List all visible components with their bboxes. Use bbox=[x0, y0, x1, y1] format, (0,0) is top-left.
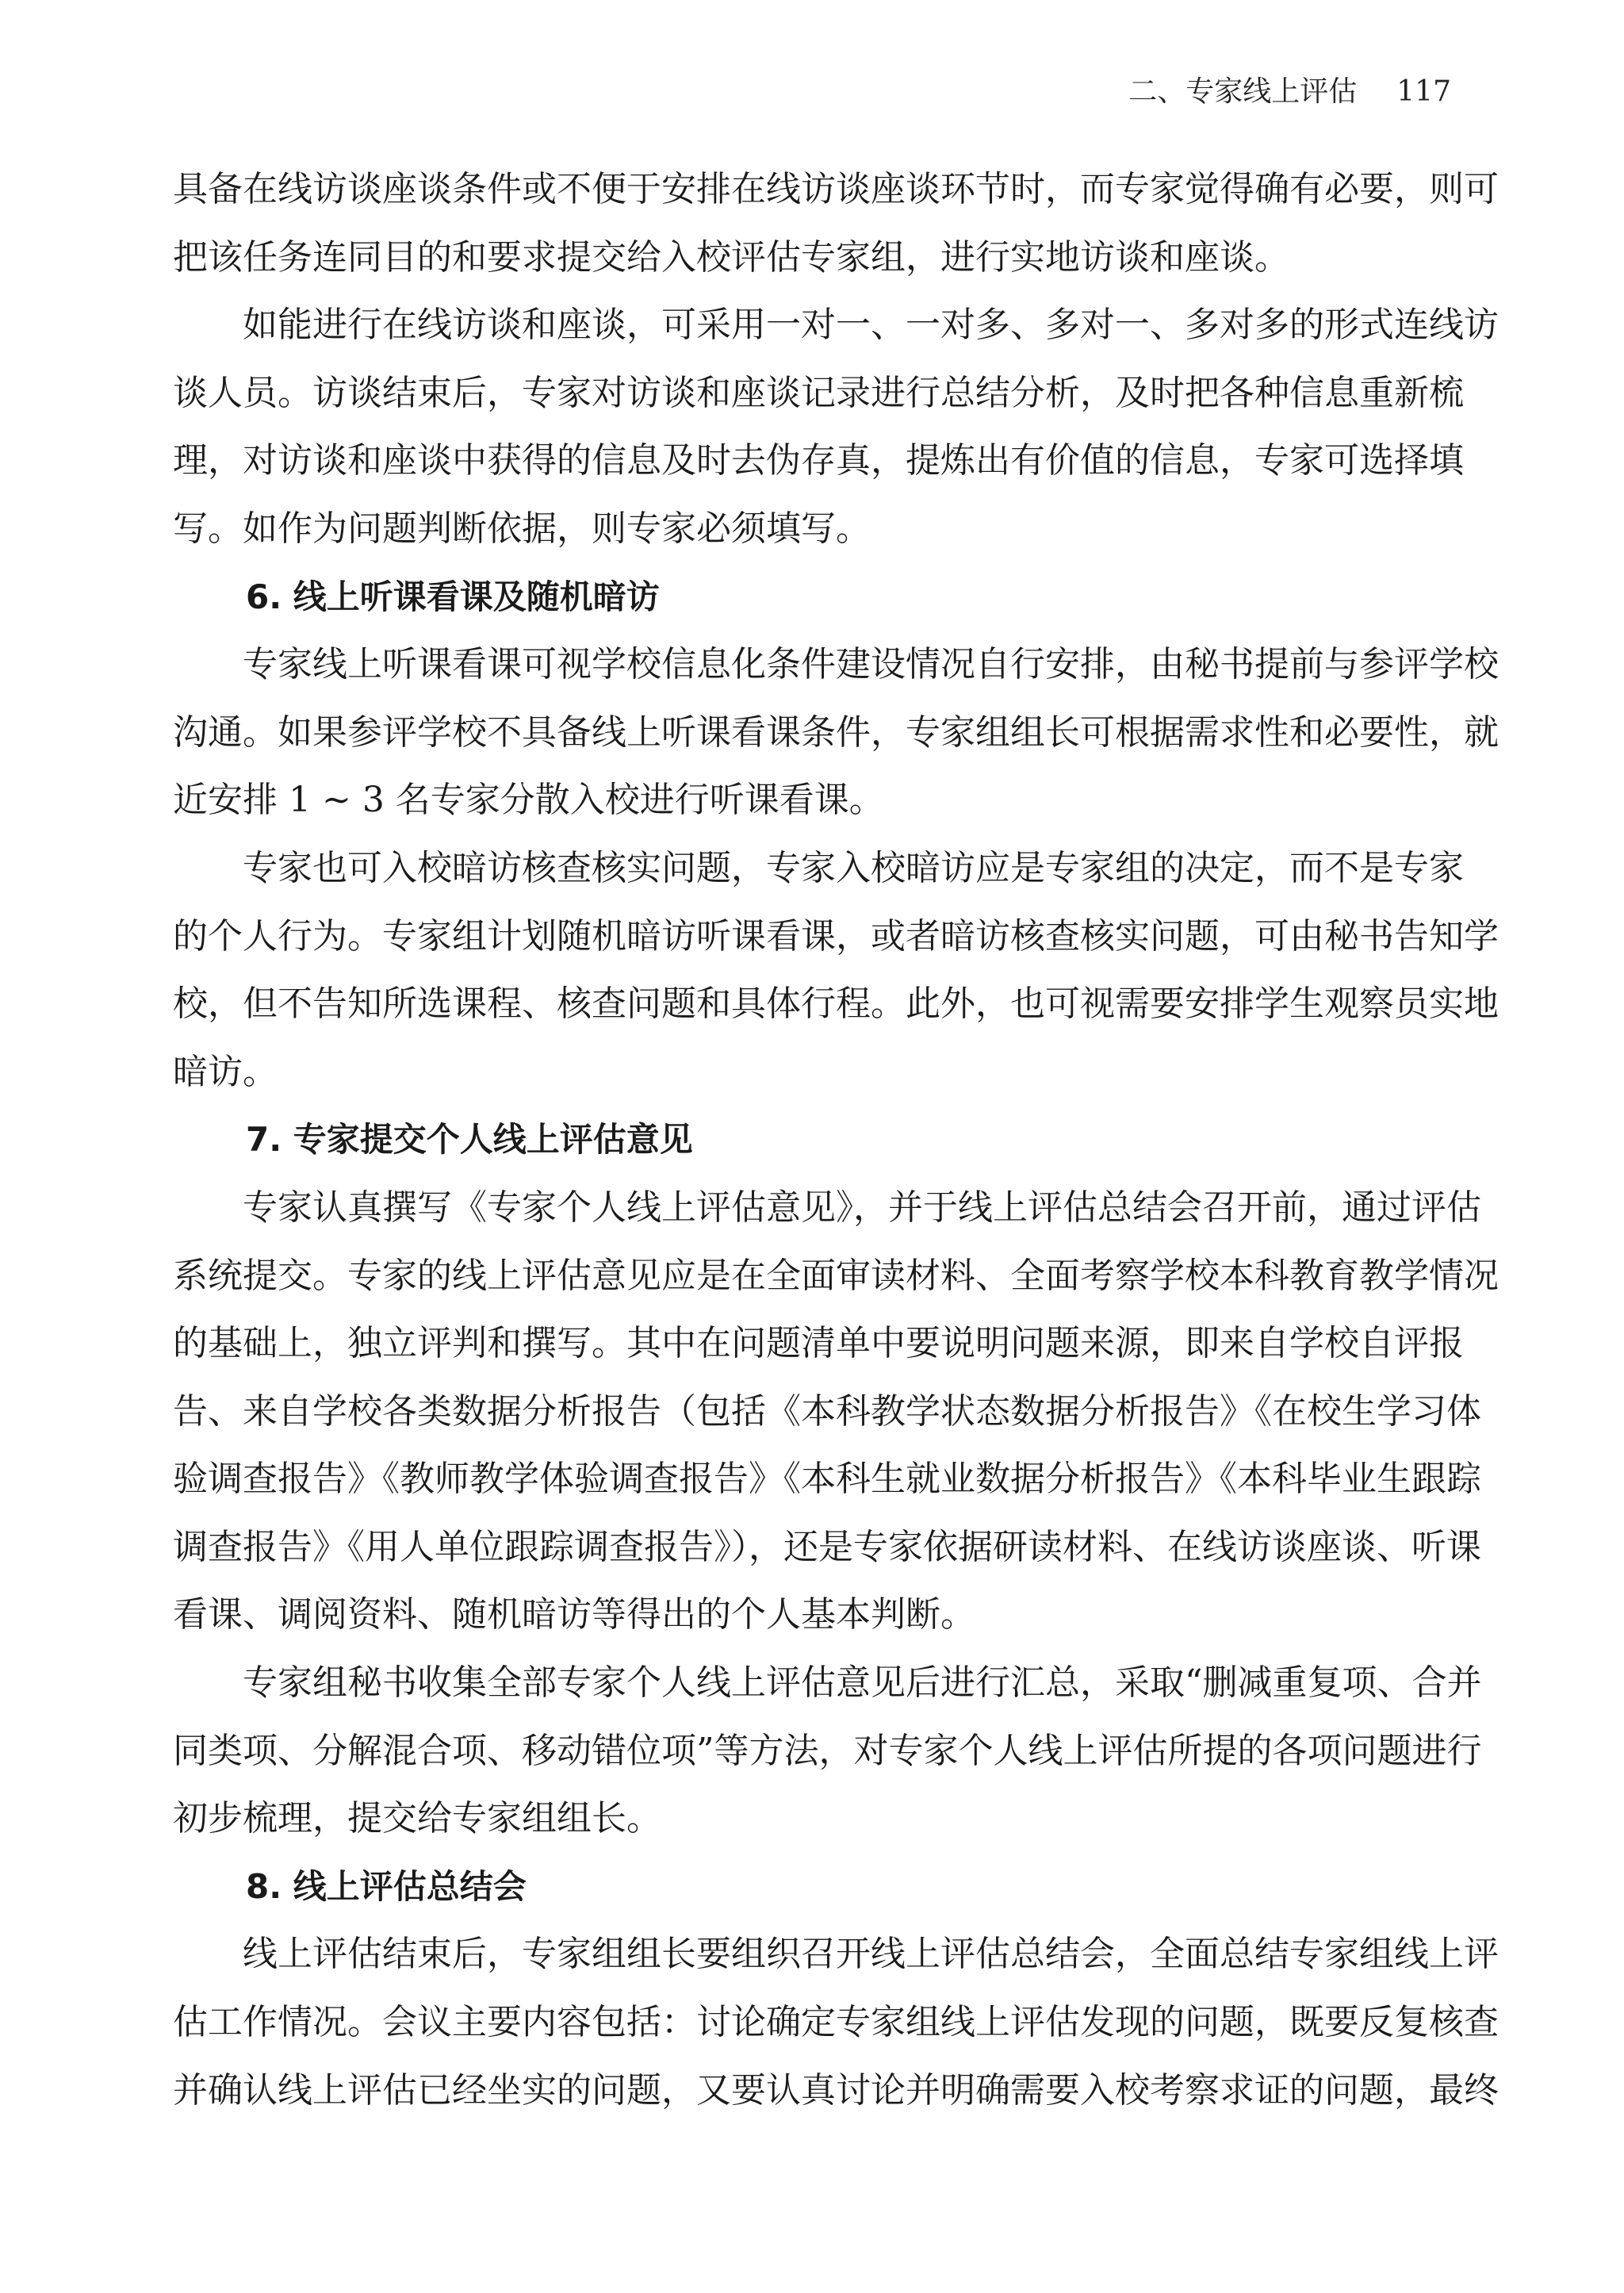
text-line: 沟通。如果参评学校不具备线上听课看课条件，专家组组长可根据需求性和必要性，就 bbox=[173, 711, 1499, 753]
text-line: 校，但不告知所选课程、核查问题和具体行程。此外，也可视需要安排学生观察员实地 bbox=[173, 984, 1499, 1025]
text-line: 系统提交。专家的线上评估意见应是在全面审读材料、全面考察学校本科教育教学情况 bbox=[173, 1255, 1499, 1296]
text-line: 暗访。 bbox=[173, 1051, 278, 1092]
running-head bbox=[1128, 73, 1451, 111]
text-line: 验调查报告》《教师教学体验调查报告》《本科生就业数据分析报告》《本科毕业生跟踪 bbox=[173, 1459, 1481, 1500]
text-line: 并确认线上评估已经坐实的问题，又要认真讨论并明确需要入校考察求证的问题，最终 bbox=[173, 2069, 1499, 2111]
text-line: 专家线上听课看课可视学校信息化条件建设情况自行安排，由秘书提前与参评学校 bbox=[243, 644, 1499, 685]
section-heading-8: 8. 线上评估总结会 bbox=[246, 1866, 527, 1906]
text-line: 谈人员。访谈结束后，专家对访谈和座谈记录进行总结分析，及时把各种信息重新梳 bbox=[173, 372, 1464, 413]
text-line: 同类项、分解混合项、移动错位项”等方法，对专家个人线上评估所提的各项问题进行 bbox=[173, 1730, 1482, 1771]
section-heading-6: 6. 线上听课看课及随机暗访 bbox=[246, 577, 660, 616]
text-line: 专家也可入校暗访核查核实问题，专家入校暗访应是专家组的决定，而不是专家 bbox=[243, 847, 1464, 888]
text-line: 理，对访谈和座谈中获得的信息及时去伪存真，提炼出有价值的信息，专家可选择填 bbox=[173, 440, 1464, 481]
section-heading-7: 7. 专家提交个人线上评估意见 bbox=[246, 1120, 693, 1160]
text-line: 告、来自学校各类数据分析报告（包括《本科教学状态数据分析报告》《在校生学习体 bbox=[173, 1390, 1481, 1432]
page-number: 117 bbox=[1396, 75, 1451, 108]
text-line: 线上评估结束后，专家组组长要组织召开线上评估总结会，全面总结专家组线上评 bbox=[243, 1934, 1499, 1975]
text-line: 初步梳理，提交给专家组组长。 bbox=[173, 1798, 661, 1839]
text-line: 专家认真撰写《专家个人线上评估意见》，并于线上评估总结会召开前，通过评估 bbox=[243, 1187, 1481, 1228]
text-line: 调查报告》《用人单位跟踪调查报告》），还是专家依据研读材料、在线访谈座谈、听课 bbox=[173, 1526, 1481, 1567]
chapter-title: 二、专家线上评估 bbox=[1128, 75, 1358, 108]
text-line: 的个人行为。专家组计划随机暗访听课看课，或者暗访核查核实问题，可由秘书告知学 bbox=[173, 915, 1499, 957]
text-line: 估工作情况。会议主要内容包括：讨论确定专家组线上评估发现的问题，既要反复核查 bbox=[173, 2002, 1499, 2043]
text-line: 近安排 1 ~ 3 名专家分散入校进行听课看课。 bbox=[173, 780, 884, 821]
text-line: 专家组秘书收集全部专家个人线上评估意见后进行汇总，采取“删减重复项、合并 bbox=[243, 1662, 1482, 1704]
text-line: 具备在线访谈座谈条件或不便于安排在线访谈座谈环节时，而专家觉得确有必要，则可 bbox=[173, 169, 1499, 209]
text-line: 的基础上，独立评判和撰写。其中在问题清单中要说明问题来源，即来自学校自评报 bbox=[173, 1323, 1464, 1364]
text-line: 看课、调阅资料、随机暗访等得出的个人基本判断。 bbox=[173, 1594, 975, 1635]
text-line: 写。如作为问题判断依据，则专家必须填写。 bbox=[173, 508, 871, 549]
text-line: 把该任务连同目的和要求提交给入校评估专家组，进行实地访谈和座谈。 bbox=[173, 236, 1289, 278]
text-line: 如能进行在线访谈和座谈，可采用一对一、一对多、多对一、多对多的形式连线访 bbox=[243, 305, 1499, 346]
body-text bbox=[173, 155, 1499, 2124]
